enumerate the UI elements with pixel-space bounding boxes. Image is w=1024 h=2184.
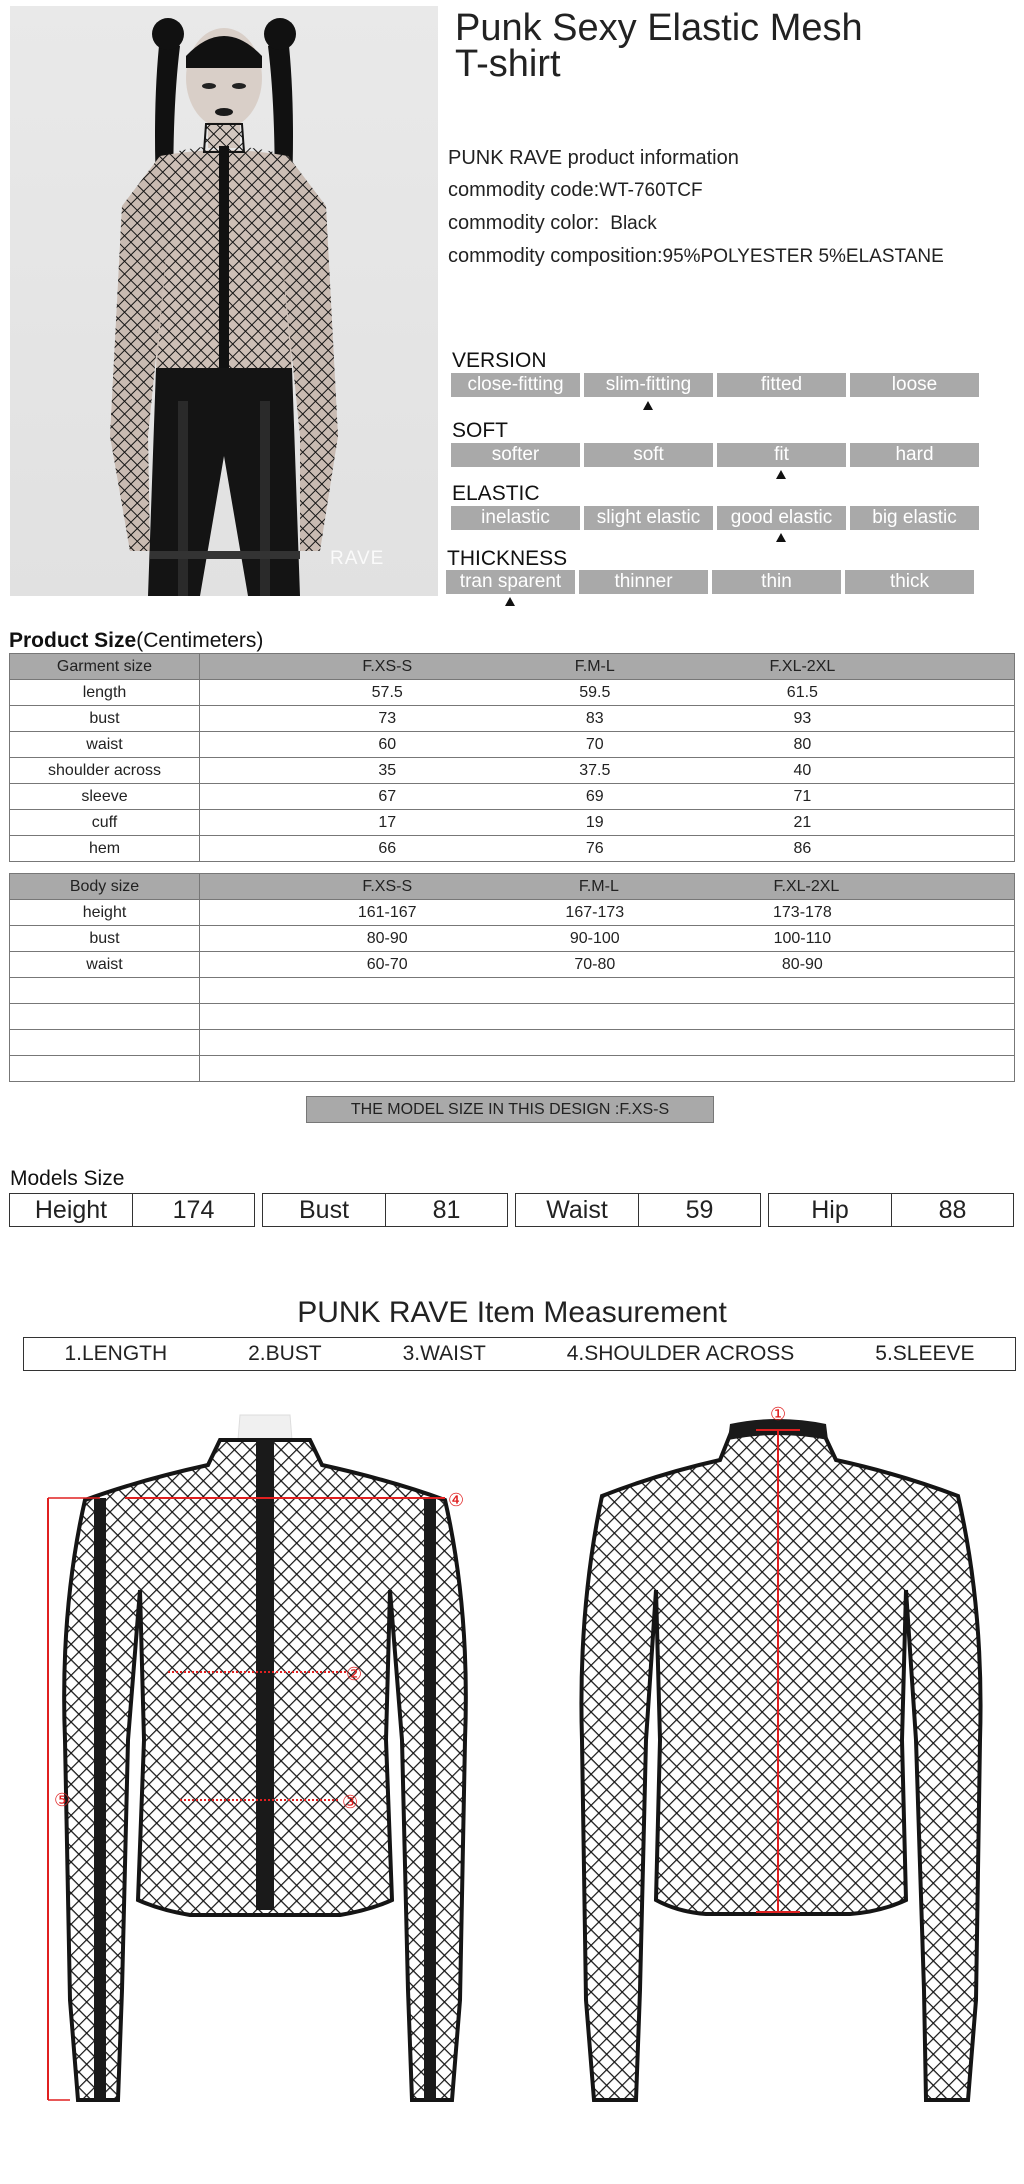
table-row xyxy=(10,952,1015,978)
measurement-item: 4.SHOULDER ACROSS xyxy=(566,1342,795,1365)
thickness-option: thin xyxy=(712,570,841,594)
row-label xyxy=(10,1056,200,1082)
size-value: 100-110 xyxy=(773,930,832,947)
row-label: height xyxy=(10,900,200,926)
measurement-legend xyxy=(23,1337,1016,1371)
info-heading: PUNK RAVE product information xyxy=(448,147,739,169)
table-row xyxy=(10,706,1015,732)
size-value: 60-70 xyxy=(366,956,408,973)
row-label: bust xyxy=(10,926,200,952)
size-value: 80-90 xyxy=(366,930,408,947)
row-values xyxy=(200,706,1015,732)
color-value: Black xyxy=(610,213,657,234)
soft-option: soft xyxy=(584,443,713,467)
model-figure xyxy=(10,6,438,596)
info-color xyxy=(448,207,944,240)
header-cell: F.XS-S xyxy=(362,878,413,895)
size-value: 61.5 xyxy=(786,684,818,701)
version-scale xyxy=(451,373,979,397)
table-row xyxy=(10,1030,1015,1056)
thickness-option: tran sparent xyxy=(446,570,575,594)
row-label: bust xyxy=(10,706,200,732)
row-label: cuff xyxy=(10,810,200,836)
size-value: 80 xyxy=(793,736,812,753)
product-info xyxy=(448,142,944,273)
size-value: 60 xyxy=(378,736,397,753)
soft-label: SOFT xyxy=(452,419,508,442)
soft-marker xyxy=(776,470,786,479)
row-values xyxy=(200,978,1015,1004)
size-value: 86 xyxy=(793,840,812,857)
row-values xyxy=(200,810,1015,836)
row-values xyxy=(200,1056,1015,1082)
header-cell: F.M-L xyxy=(578,878,619,895)
product-title xyxy=(455,7,1015,85)
size-value: 83 xyxy=(585,710,604,727)
measurement-item: 5.SLEEVE xyxy=(875,1342,975,1365)
table-row xyxy=(10,836,1015,862)
soft-option: fit xyxy=(717,443,846,467)
row-label: shoulder across xyxy=(10,758,200,784)
size-value: 71 xyxy=(793,788,812,805)
size-value: 167-173 xyxy=(565,904,625,921)
table-row xyxy=(10,810,1015,836)
row-label xyxy=(10,978,200,1004)
size-value: 17 xyxy=(378,814,397,831)
photo-watermark: RAVE xyxy=(330,548,385,569)
shoulder-marker: ④ xyxy=(448,1490,465,1511)
body-rows xyxy=(10,900,1015,1082)
size-value: 80-90 xyxy=(781,956,823,973)
garment-front-diagram xyxy=(40,1410,480,2110)
product-size-heading xyxy=(9,629,263,653)
thickness-scale xyxy=(446,570,974,594)
model-measure-value: 81 xyxy=(385,1194,507,1226)
size-value: 21 xyxy=(793,814,812,831)
model-measure xyxy=(515,1193,761,1227)
header-cell: F.M-L xyxy=(574,658,615,675)
soft-option: softer xyxy=(451,443,580,467)
color-label: commodity color: xyxy=(448,212,600,234)
elastic-option: good elastic xyxy=(717,506,846,530)
header-cell: Garment size xyxy=(10,654,200,680)
garment-back-diagram xyxy=(560,1400,1000,2110)
elastic-label: ELASTIC xyxy=(452,482,540,505)
elastic-option: inelastic xyxy=(451,506,580,530)
model-measure-value: 59 xyxy=(638,1194,760,1226)
model-size-note: THE MODEL SIZE IN THIS DESIGN :F.XS-S xyxy=(306,1096,714,1123)
model-measure-label: Height xyxy=(34,1196,108,1224)
row-values xyxy=(200,900,1015,926)
measurement-item: 3.WAIST xyxy=(402,1342,486,1365)
row-values xyxy=(200,952,1015,978)
code-value: WT-760TCF xyxy=(599,180,703,201)
thickness-marker xyxy=(505,597,515,606)
model-measure-label: Bust xyxy=(298,1196,350,1224)
model-measure xyxy=(768,1193,1014,1227)
title-line-1: Punk Sexy Elastic Mesh xyxy=(455,7,863,49)
row-values xyxy=(200,784,1015,810)
size-value: 90-100 xyxy=(569,930,620,947)
table-row xyxy=(10,680,1015,706)
soft-scale xyxy=(451,443,979,467)
row-label xyxy=(10,1030,200,1056)
table-header-row xyxy=(10,654,1015,680)
composition-value: 95%POLYESTER 5%ELASTANE xyxy=(662,246,944,267)
table-row xyxy=(10,1056,1015,1082)
row-label: waist xyxy=(10,952,200,978)
header-cell: Body size xyxy=(10,874,200,900)
product-photo xyxy=(10,6,438,596)
table-row xyxy=(10,1004,1015,1030)
models-size-title: Models Size xyxy=(10,1167,125,1190)
code-label: commodity code: xyxy=(448,179,600,201)
version-option: fitted xyxy=(717,373,846,397)
product-size-title: Product Size xyxy=(9,629,137,652)
elastic-marker xyxy=(776,533,786,542)
row-values xyxy=(200,732,1015,758)
table-row xyxy=(10,732,1015,758)
size-value: 93 xyxy=(793,710,812,727)
row-label: length xyxy=(10,680,200,706)
version-label: VERSION xyxy=(452,349,547,372)
row-values xyxy=(200,758,1015,784)
waist-marker: ③ xyxy=(342,1792,359,1813)
version-option: slim-fitting xyxy=(584,373,713,397)
table-row xyxy=(10,758,1015,784)
size-value: 35 xyxy=(378,762,397,779)
soft-option: hard xyxy=(850,443,979,467)
model-measure xyxy=(262,1193,508,1227)
size-value: 66 xyxy=(378,840,397,857)
table-header-row xyxy=(10,874,1015,900)
row-label: hem xyxy=(10,836,200,862)
info-code xyxy=(448,174,944,207)
row-values xyxy=(200,1030,1015,1056)
model-measure-value: 88 xyxy=(891,1194,1013,1226)
header-cell: F.XL-2XL xyxy=(773,878,840,895)
row-label: sleeve xyxy=(10,784,200,810)
model-measure-label: Waist xyxy=(546,1196,608,1224)
model-measure-label: Hip xyxy=(811,1196,849,1224)
size-value: 70-80 xyxy=(574,956,616,973)
size-value: 70 xyxy=(585,736,604,753)
header-values xyxy=(200,654,1015,680)
composition-label: commodity composition: xyxy=(448,245,663,267)
version-marker xyxy=(643,401,653,410)
elastic-option: big elastic xyxy=(850,506,979,530)
length-marker: ① xyxy=(770,1404,787,1425)
row-values xyxy=(200,1004,1015,1030)
elastic-option: slight elastic xyxy=(584,506,713,530)
table-row xyxy=(10,784,1015,810)
body-size-table xyxy=(9,873,1015,1082)
version-option: loose xyxy=(850,373,979,397)
elastic-scale xyxy=(451,506,979,530)
size-value: 40 xyxy=(793,762,812,779)
garment-size-table xyxy=(9,653,1015,862)
table-row xyxy=(10,926,1015,952)
size-value: 173-178 xyxy=(773,904,832,921)
size-value: 69 xyxy=(585,788,604,805)
row-label: waist xyxy=(10,732,200,758)
row-label xyxy=(10,1004,200,1030)
bust-marker: ② xyxy=(346,1664,363,1685)
header-values xyxy=(200,874,1015,900)
version-option: close-fitting xyxy=(451,373,580,397)
product-size-unit: (Centimeters) xyxy=(136,629,264,652)
measurement-item: 1.LENGTH xyxy=(64,1342,168,1365)
model-measure-value: 174 xyxy=(132,1194,254,1226)
size-value: 73 xyxy=(378,710,397,727)
row-values xyxy=(200,680,1015,706)
models-size-row xyxy=(9,1193,1014,1227)
size-value: 57.5 xyxy=(371,684,403,701)
header-cell: F.XS-S xyxy=(362,658,413,675)
size-value: 67 xyxy=(378,788,397,805)
thickness-option: thick xyxy=(845,570,974,594)
size-value: 161-167 xyxy=(357,904,417,921)
thickness-option: thinner xyxy=(579,570,708,594)
table-row xyxy=(10,900,1015,926)
info-composition xyxy=(448,240,944,273)
size-value: 59.5 xyxy=(579,684,611,701)
title-line-2: T-shirt xyxy=(455,43,561,85)
size-value: 19 xyxy=(585,814,604,831)
garment-rows xyxy=(10,680,1015,862)
measurement-item: 2.BUST xyxy=(248,1342,322,1365)
size-value: 76 xyxy=(585,840,604,857)
model-measure xyxy=(9,1193,255,1227)
row-values xyxy=(200,836,1015,862)
measurement-title: PUNK RAVE Item Measurement xyxy=(297,1296,727,1329)
thickness-label: THICKNESS xyxy=(447,547,568,570)
row-values xyxy=(200,926,1015,952)
table-row xyxy=(10,978,1015,1004)
sleeve-marker: ⑤ xyxy=(54,1790,71,1811)
size-value: 37.5 xyxy=(579,762,611,779)
header-cell: F.XL-2XL xyxy=(769,658,836,675)
